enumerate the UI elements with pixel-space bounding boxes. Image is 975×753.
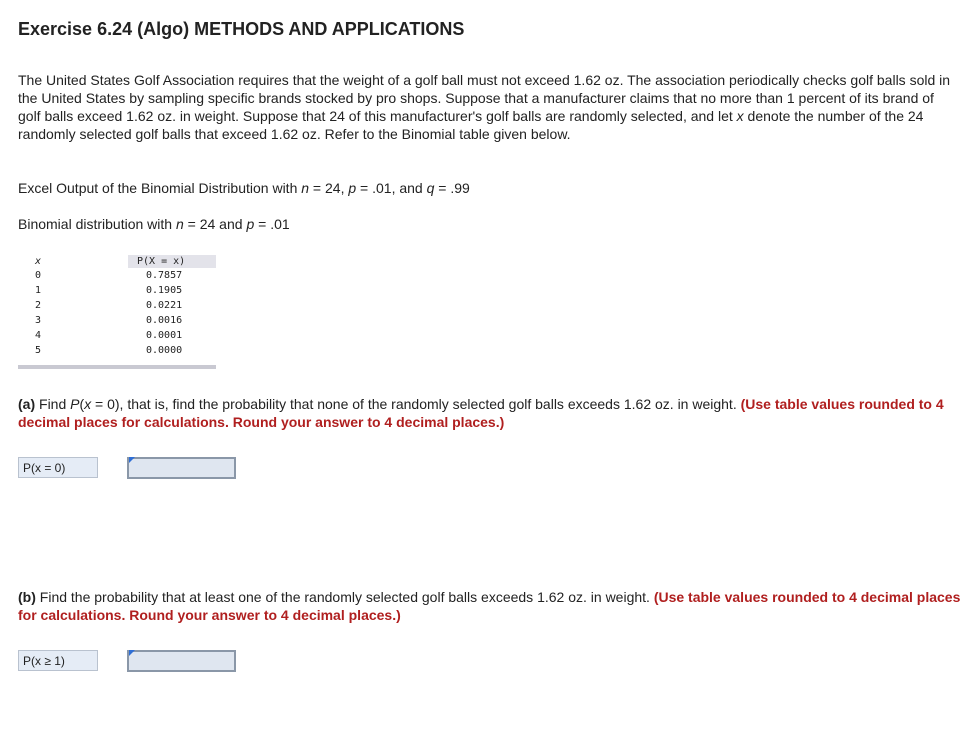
table-row: 1 0.1905: [34, 285, 183, 296]
intro-text: The United States Golf Association requires that the weight of a golf ball must not exceed 1.62 oz. The association periodically checks golf balls sold in the United States by sampling specific brands stocked by pro shops. Suppose that a manufacturer claims that no more than 1 percent of its brand of golf balls exceed 1.62 oz. in weight. Suppose that 24 of this manufacturer's golf balls are randomly selected, and let: [18, 72, 951, 124]
table-row: 4 0.0001: [34, 330, 183, 341]
part-a-question: (a) Find P(x = 0), that is, find the probability that none of the randomly selected golf balls exceeds 1.62 oz. in weight. (Use table values rounded to 4 decimal places for calculations. Round your answer to 4 decimal places.): [18, 396, 944, 430]
table-row: 3 0.0016: [34, 315, 183, 326]
problem-statement: [18, 71, 958, 143]
table-row: 0 0.7857: [34, 270, 183, 281]
part-a-answer-input[interactable]: [127, 457, 236, 479]
col-header-p-shade: [128, 255, 216, 268]
part-a-input-flag-icon: [129, 457, 135, 463]
part-b-answer-label: P(x ≥ 1): [18, 650, 98, 671]
table-bottom-rule: [18, 365, 216, 369]
binomial-table: [18, 255, 216, 359]
part-b-input-flag-icon: [129, 650, 135, 656]
part-b-instruction: (Use table values rounded to 4 decimal places for calculations. Round your answer to 4 decimal places.): [18, 589, 961, 623]
table-row: 5 0.0000: [34, 345, 183, 356]
part-b-answer-input[interactable]: [127, 650, 236, 672]
intro-variable: x: [736, 108, 744, 124]
col-header-p: P(X = x): [137, 256, 186, 267]
table-header: [18, 255, 216, 269]
part-b-question: (b) Find the probability that at least one of the randomly selected golf balls exceeds 1.62 oz. in weight. (Use table values rounded to 4 decimal places for calculations. Round your answer to 4 decimal places.): [18, 589, 961, 623]
col-header-x: x: [34, 256, 42, 267]
part-a-answer-label: P(x = 0): [18, 457, 98, 478]
binomial-caption: Binomial distribution with n = 24 and p = .01: [18, 216, 290, 232]
excel-output-caption: Excel Output of the Binomial Distribution with n = 24, p = .01, and q = .99: [18, 180, 470, 196]
part-a-instruction: (Use table values rounded to 4 decimal places for calculations. Round your answer to 4 decimal places.): [18, 396, 944, 430]
table-row: 2 0.0221: [34, 300, 183, 311]
intro-text-end: denote the number of the 24 randomly selected golf balls that exceed 1.62 oz. Refer to the Binomial table given below.: [18, 108, 924, 142]
exercise-title: Exercise 6.24 (Algo) METHODS AND APPLICATIONS: [18, 19, 465, 39]
